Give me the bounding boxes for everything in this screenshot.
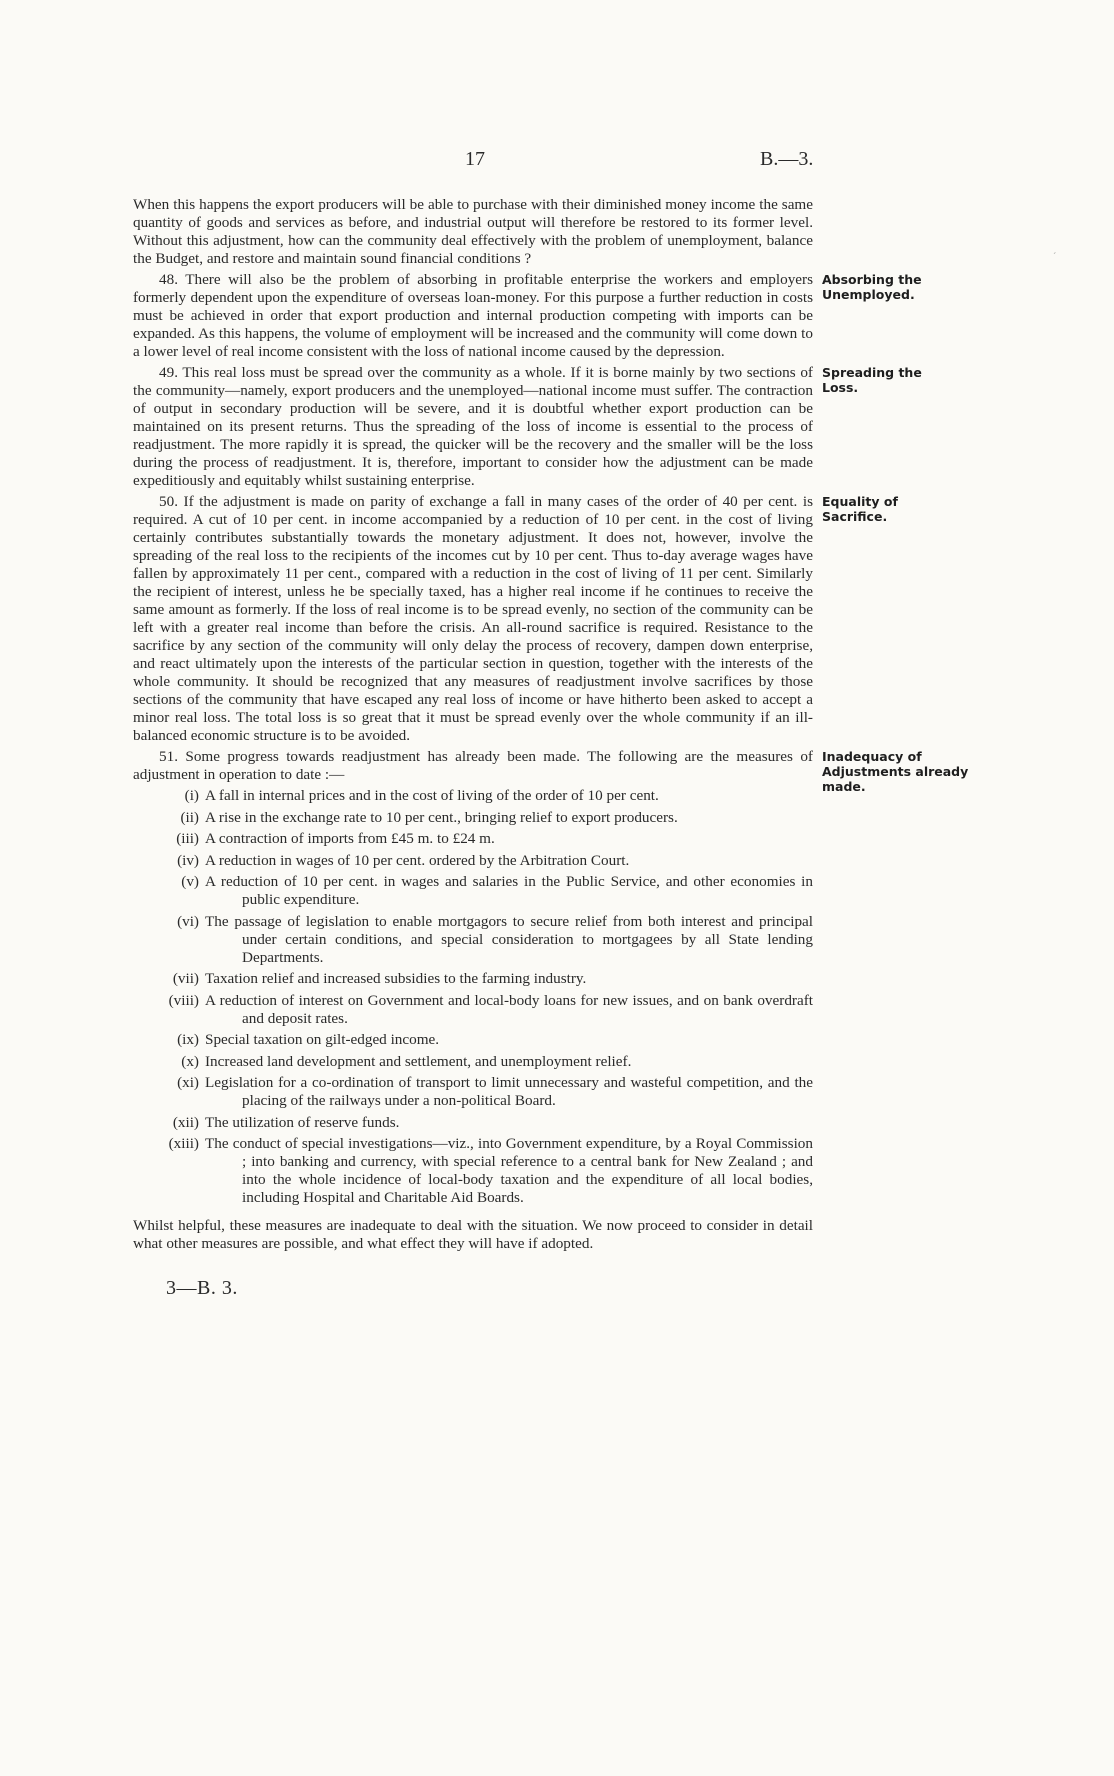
sidenote-spreading-loss: Spreading the Loss. [822, 365, 922, 395]
list-item [133, 1074, 813, 1110]
list-item [133, 1135, 813, 1207]
sidenote-absorbing-unemployed: Absorbing the Unemployed. [822, 272, 922, 302]
list-item [133, 809, 813, 827]
page-header [0, 148, 1114, 172]
list-item [133, 1031, 813, 1049]
list-item-label: (xii) [172, 1113, 199, 1131]
list-item [133, 1114, 813, 1132]
paragraph-49: 49. This real loss must be spread over the community as a whole. If it is borne mainly by two sections of the community—namely, export producers and the unemployed—national income must suffer. The contraction of output in secondary production will be severe, and it is doubtful whether export production can be maintained on its present returns. Thus the spreading of the loss of income is essential to the process of readjustment. The more rapidly it is spread, the quicker will be the recovery and the smaller will be the loss during the process of readjustment. It is, therefore, important to consider how the adjustment can be made expeditiously and equitably whilst sustaining enterprise. [133, 364, 813, 489]
stray-mark: ˊ [1053, 252, 1057, 263]
list-item-text: A fall in internal prices and in the cost of living of the order of 10 per cent. [205, 787, 659, 804]
list-item-text: Legislation for a co-ordination of transport to limit unnecessary and wasteful competition, and the placing of the railways under a non-political Board. [205, 1074, 813, 1109]
list-item [133, 787, 813, 805]
list-item [133, 970, 813, 988]
list-item-text: A reduction of 10 per cent. in wages and salaries in the Public Service, and other economies in public expenditure. [205, 873, 813, 908]
list-item-label: (iii) [176, 830, 199, 847]
list-item-text: Taxation relief and increased subsidies to the farming industry. [205, 970, 587, 987]
document-code: B.—3. [760, 148, 814, 170]
list-item-text: Special taxation on gilt-edged income. [205, 1031, 440, 1048]
list-item-label: (iv) [177, 851, 199, 869]
list-item-text: A rise in the exchange rate to 10 per cent., bringing relief to export producers. [205, 808, 678, 826]
list-item-text: A contraction of imports from £45 m. to £24 m. [205, 830, 495, 847]
list-item-label: (i) [184, 787, 199, 804]
measures-list [133, 787, 813, 1207]
list-item-text: A reduction in wages of 10 per cent. ordered by the Arbitration Court. [205, 851, 630, 869]
list-item [133, 873, 813, 909]
list-item [133, 852, 813, 870]
list-item-label: (xi) [177, 1074, 199, 1091]
list-item-label: (viii) [168, 991, 199, 1009]
page-number: 17 [465, 148, 485, 170]
list-item [133, 1053, 813, 1071]
list-item-label: (vii) [172, 970, 199, 987]
list-item-label: (v) [181, 873, 199, 890]
list-item-label: (ii) [180, 808, 199, 826]
body-text [133, 196, 813, 1297]
list-item-label: (x) [181, 1052, 199, 1070]
paragraph-50: 50. If the adjustment is made on parity of exchange a fall in many cases of the order of 40 per cent. is required. A cut of 10 per cent. in income accompanied by a reduction of 10 per cent. in the cost of living certainly contributes substantially towards the monetary adjustment. It does not, however, involve the spreading of the real loss to the recipients of the incomes cut by 10 per cent. Thus to-day average wages have fallen by approximately 11 per cent., compared with a reduction in the cost of living of 11 per cent. Similarly the recipient of interest, unless he be specially taxed, has a higher real income if he continues to receive the same amount as formerly. If the loss of real income is to be spread evenly, no section of the community can be left with a greater real income than before the crisis. An all-round sacrifice is required. Resistance to the sacrifice by any section of the community will only delay the process of recovery, dampen down enterprise, and react ultimately upon the interests of the particular section in question, together with the interests of the whole community. It should be recognized that any measures of readjustment involve sacrifices by those sections of the community that have escaped any real loss of income or have hitherto been asked to accept a minor real loss. The total loss is so great that it must be spread evenly over the whole community if an ill-balanced economic structure is to be avoided. [133, 493, 813, 744]
list-item-text: The passage of legislation to enable mortgagors to secure relief from both interest and principal under certain conditions, and special consideration to mortgagees by all State lending Departments. [205, 912, 813, 966]
list-item-text: A reduction of interest on Government and local-body loans for new issues, and on bank overdraft and deposit rates. [205, 991, 813, 1027]
sidenote-equality-sacrifice: Equality of Sacrifice. [822, 494, 898, 524]
list-item-label: (vi) [177, 912, 199, 930]
list-item-label: (ix) [177, 1031, 199, 1048]
list-item [133, 992, 813, 1028]
list-item-text: Increased land development and settlement, and unemployment relief. [205, 1052, 632, 1070]
list-item [133, 830, 813, 848]
paragraph-51: 51. Some progress towards readjustment has already been made. The following are the measures of adjustment in operation to date :— [133, 748, 813, 783]
signature-code: 3—B. 3. [166, 1277, 238, 1299]
closing-paragraph: Whilst helpful, these measures are inadequate to deal with the situation. We now proceed to consider in detail what other measures are possible, and what effect they will have if adopted. [133, 1217, 813, 1252]
list-item-label: (xiii) [168, 1135, 199, 1152]
list-item-text: The conduct of special investigations—viz., into Government expenditure, by a Royal Commission ; into banking and currency, with special reference to a central bank for New Zealand ; and into the whole incidence of local-body taxation and the expenditure of all local bodies, including Hospital and Charitable Aid Boards. [205, 1135, 813, 1206]
list-item [133, 913, 813, 967]
sidenote-inadequacy-adjustments: Inadequacy of Adjustments already made. [822, 749, 969, 794]
list-item-text: The utilization of reserve funds. [205, 1113, 400, 1131]
paragraph-continuation: When this happens the export producers will be able to purchase with their diminished money income the same quantity of goods and services as before, and industrial output will therefore be restored to its former level. Without this adjustment, how can the community deal effectively with the problem of unemployment, balance the Budget, and restore and maintain sound financial conditions ? [133, 196, 813, 267]
paragraph-48: 48. There will also be the problem of absorbing in profitable enterprise the workers and employers formerly dependent upon the expenditure of overseas loan-money. For this purpose a further reduction in costs must be achieved in order that export production and internal production competing with imports can be expanded. As this happens, the volume of employment will be increased and the community will come down to a lower level of real income consistent with the loss of national income caused by the depression. [133, 271, 813, 360]
